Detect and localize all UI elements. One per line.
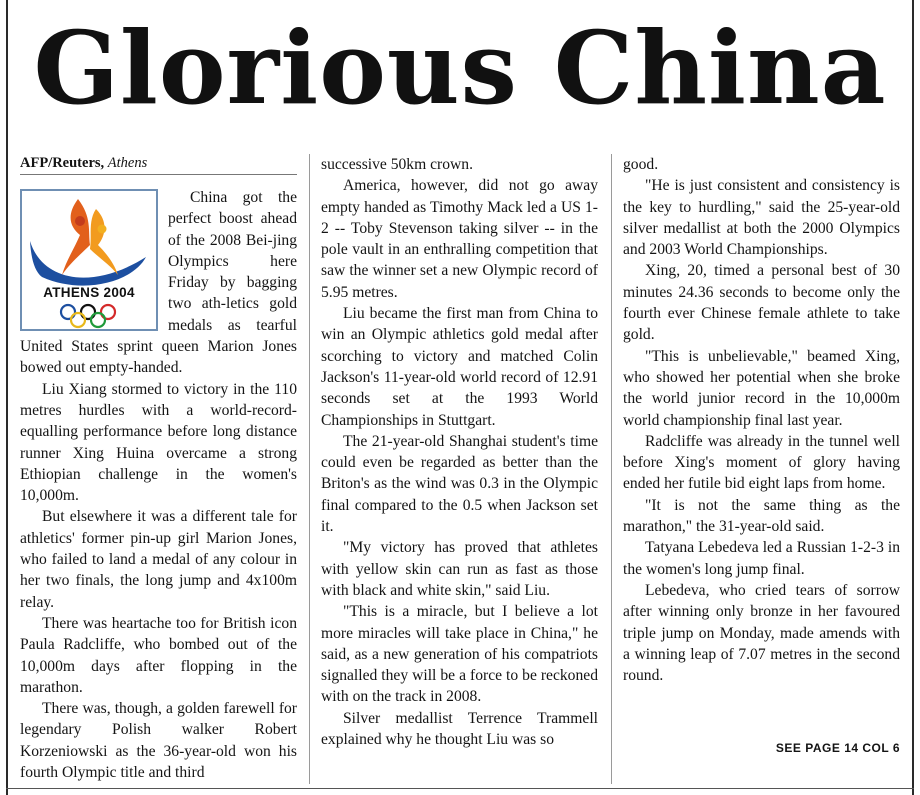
paragraph: successive 50km crown. xyxy=(321,156,474,173)
paragraph: "This is a miracle, but I believe a lot more miracles will take place in China," he said, as a new generation of his compatriots signalled they will be a force to be reckoned with on the track in 2008. xyxy=(321,603,598,706)
byline xyxy=(20,154,297,175)
paragraph: "This is unbelievable," beamed Xing, who showed her potential when she broke the world junior record in the 10,000m world championship final last year. xyxy=(623,347,900,429)
byline-city: Athens xyxy=(107,155,148,171)
paragraph: But elsewhere it was a different tale for athletics' former pin-up girl Marion Jones, who failed to land a medal of any colour in her two finals, the long jump and 4x100m relay. xyxy=(20,508,297,611)
paragraph: Radcliffe was already in the tunnel well before Xing's moment of glory having ended her futile bid eight laps from home. xyxy=(623,432,900,493)
paragraph: Liu Xiang stormed to victory in the 110 metres hurdles with a world-record-equalling performance before long distance runner Xing Huina overcame a strong Ethiopian challenge in the women's 10,000m. xyxy=(20,380,297,505)
paragraph: "It is not the same thing as the marathon," the 31-year-old said. xyxy=(623,496,900,536)
paragraph: "My victory has proved that athletes with yellow skin can run as fast as those with black and white skin," said Liu. xyxy=(321,539,598,599)
olympic-torch-emblem-icon xyxy=(22,191,156,329)
page-rule-right xyxy=(912,0,914,795)
byline-agency: AFP/Reuters, xyxy=(20,155,105,171)
column-divider xyxy=(611,154,612,784)
paragraph: Liu became the first man from China to win an Olympic athletics gold medal after scorching to victory and matched Colin Jackson's 11-year-old world record of 12.91 seconds set at the 1993 World Championships in Stuttgart. xyxy=(321,305,598,429)
continued-jump-link[interactable]: SEE PAGE 14 COL 6 xyxy=(775,741,900,755)
paragraph: good. xyxy=(623,156,659,173)
paragraph: Lebedeva, who cried tears of sorrow after winning only bronze in her favoured triple jump on Monday, made amends with a winning leap of 7.07 metres in the second round. xyxy=(623,581,900,685)
paragraph: Tatyana Lebedeva led a Russian 1-2-3 in the women's long jump final. xyxy=(623,539,900,578)
article-column-3 xyxy=(623,154,900,784)
paragraph: There was, though, a golden farewell for legendary Polish walker Robert Korzeniowski as the 36-year-old won his fourth Olympic title and third xyxy=(20,700,297,782)
paragraph: Xing, 20, timed a personal best of 30 minutes 24.36 seconds to become only the fourth ever Chinese female athlete to take gold. xyxy=(623,262,900,344)
logo-text: ATHENS 2004 xyxy=(43,285,135,300)
paragraph: "He is just consistent and consistency is the key to hurdling," said the 25-year-old silver medallist at both the 2000 Olympics and 2003 World Championships. xyxy=(623,177,900,259)
article-column-1 xyxy=(20,154,297,784)
paragraph: The 21-year-old Shanghai student's time could even be regarded as better than the Briton's as the wind was 0.3 in the Olympic final compared to the 0.5 when Jackson set it. xyxy=(321,432,598,536)
headline: Glorious China xyxy=(33,9,887,127)
paragraph: There was heartache too for British icon Paula Radcliffe, who bombed out of the 10,000m days after flopping in the marathon. xyxy=(20,614,297,696)
athens-2004-logo xyxy=(20,189,158,331)
page-rule-bottom xyxy=(6,788,914,789)
paragraph: Silver medallist Terrence Trammell explained why he thought Liu was so xyxy=(321,709,598,749)
article-column-2 xyxy=(321,154,598,784)
paragraph: America, however, did not go away empty handed as Timothy Mack led a US 1-2 -- Toby Stevenson taking silver -- in the pole vault in an enthralling competition that saw the winner set a new Olympic record of 5.95 metres. xyxy=(321,177,598,301)
column-divider xyxy=(309,154,310,784)
paragraph: China got the perfect boost ahead of the 2008 Bei-jing Olympics here Friday by bagging two ath-letics gold medals as tearful United States sprint queen Marion Jones bowed out empty-handed. xyxy=(20,189,297,377)
